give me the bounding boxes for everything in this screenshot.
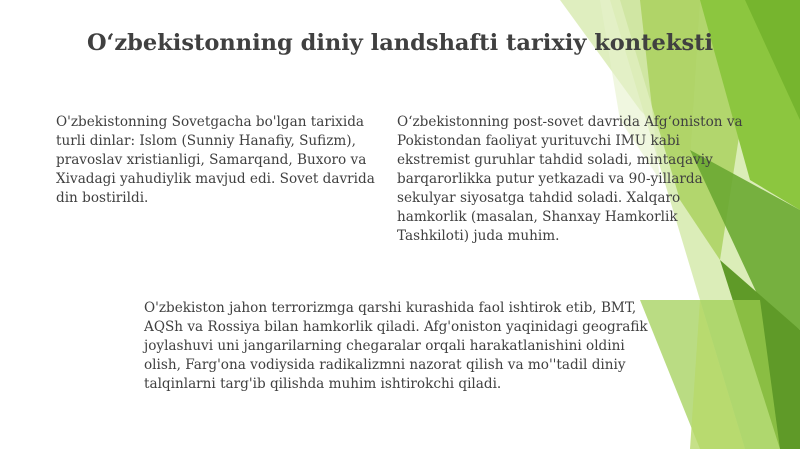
text-block-post-soviet: O‘zbekistonning post-sovet davrida Afg‘oniston va Pokistondan faoliyat yurituvchi IMU kabi ekstremist guruhlar tahdid soladi, mintaqaviy barqarorlikka putur yetkazadi va 90-yillarda sekulyar siyosatga tahdid soladi. Xalqaro hamkorlik (masalan, Shanxay Hamkorlik Tashkiloti) juda muhim. xyxy=(397,114,743,244)
slide-title: O‘zbekistonning diniy landshafti tarixiy konteksti xyxy=(86,30,714,56)
text-block-counterterrorism: O'zbekiston jahon terrorizmga qarshi kurashida faol ishtirok etib, BMT, AQSh va Rossiya bilan hamkorlik qiladi. Afg'oniston yaqinidagi geografik joylashuvi uni jangarilarning chegaralar orqali harakatlanishini oldini olish, Farg'ona vodiysida radikalizmni nazorat qilish va mo''tadil diniy talqinlarni targ'ib qilishda muhim ishtirokchi qiladi. xyxy=(144,300,648,392)
text-block-history: O'zbekistonning Sovetgacha bo'lgan tarixida turli dinlar: Islom (Sunniy Hanafiy, Sufizm), pravoslav xristianligi, Samarqand, Buxoro va Xivadagi yahudiylik mavjud edi. Sovet davrida din bostirildi. xyxy=(56,114,375,206)
